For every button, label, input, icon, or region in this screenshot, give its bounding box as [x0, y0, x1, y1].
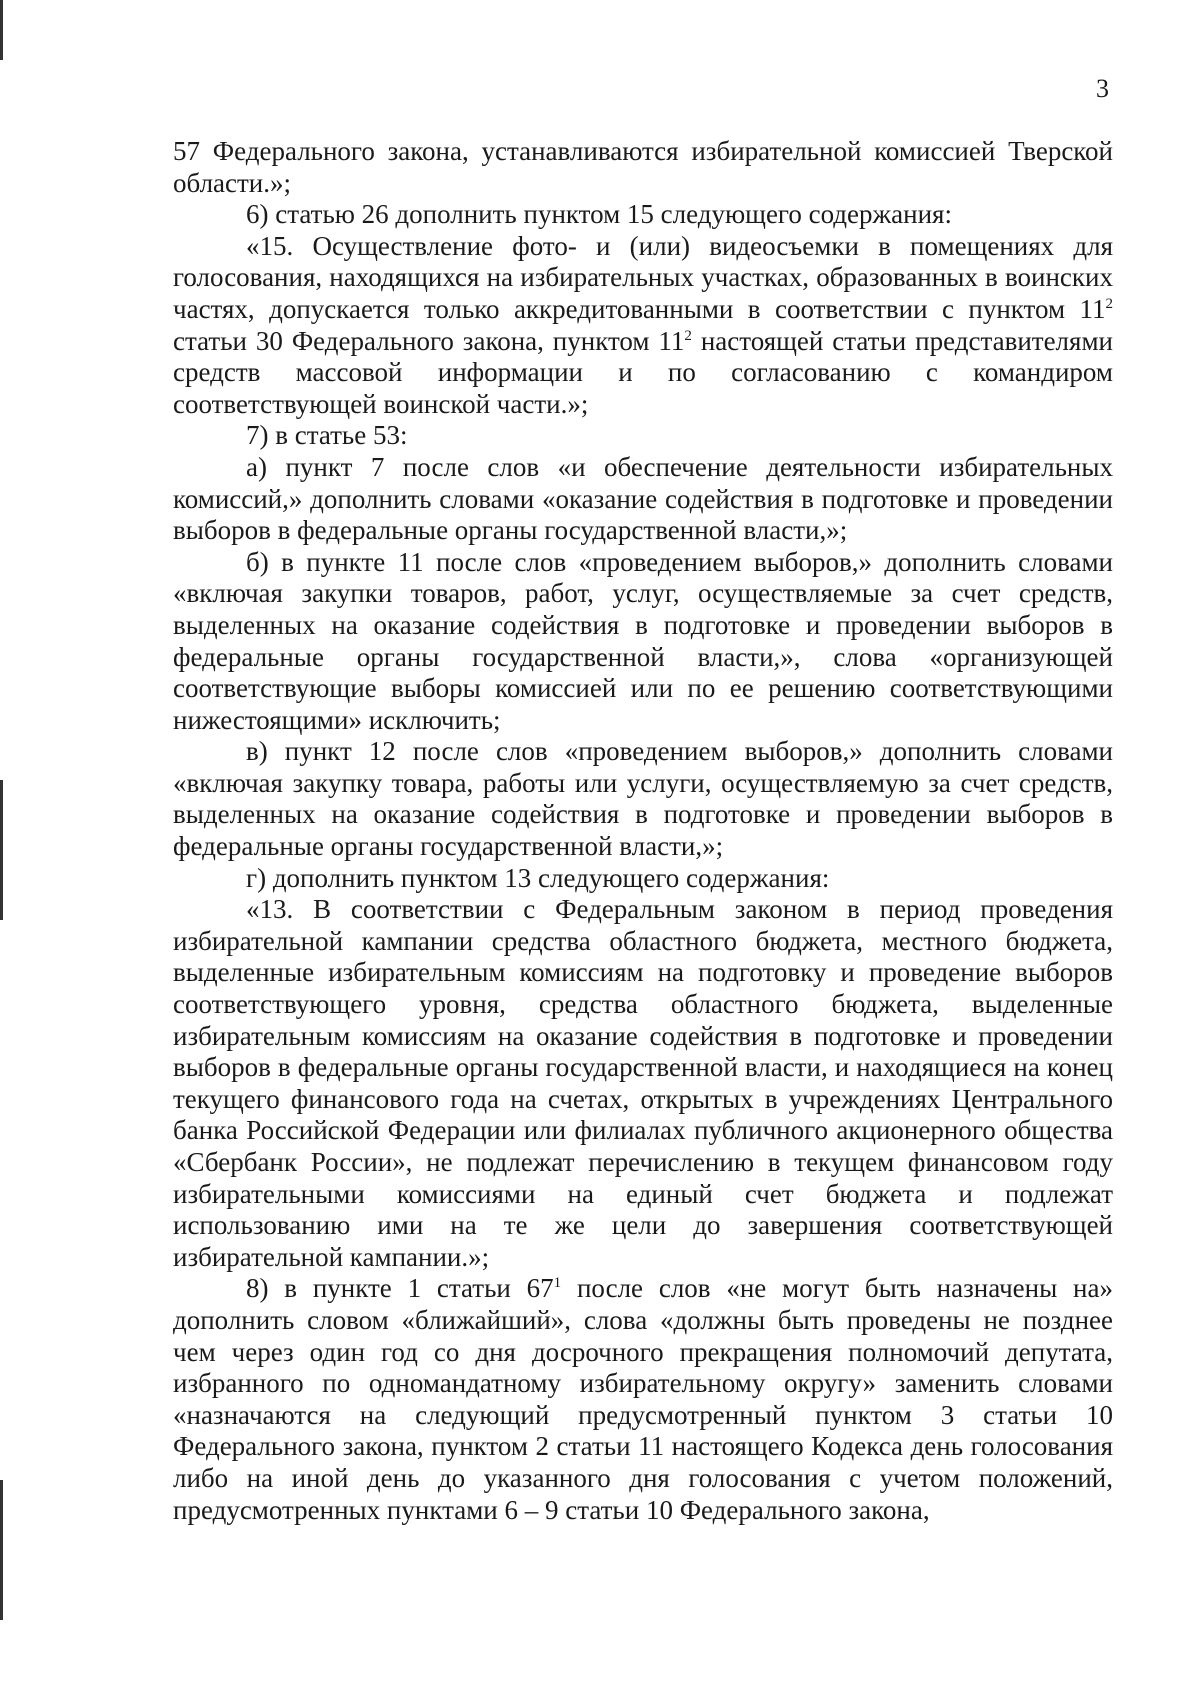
- scan-edge-mark-middle: [0, 780, 3, 920]
- paragraph-item-6: 6) статью 26 дополнить пунктом 15 следующего содержания:: [246, 199, 952, 230]
- page-number: 3: [1096, 74, 1109, 103]
- paragraph-item-7g-text: «13. В соответствии с Федеральным законом в период проведения избирательной кампании средства областного бюджета, местного бюджета, выделенные избирательным комиссиям на подготовку и проведение выборов соответствующего уровня, средства областного бюджета, выделенные избирательным комиссиям на оказание содействия в подготовке и проведении выборов в федеральные органы государственной власти, и находящиеся на конец текущего финансового года на счетах, открытых в учреждениях Центрального банка Российской Федерации или филиалах публичного акционерного общества «Сбербанк России», не подлежат перечислению в текущем финансовом году избирательными комиссиями на единый счет бюджета и подлежат использованию ими на те же цели до завершения соответствующей избирательной кампании.»;: [173, 894, 1113, 1272]
- paragraph-item-7b: б) в пункте 11 после слов «проведением выборов,» дополнить словами «включая закупки товаров, работ, услуг, осуществляемые за счет средств, выделенных на оказание содействия в подготовке и проведении выборов в федеральные органы государственной власти,», слова «организующей соответствующие выборы комиссией или по ее решению соответствующими нижестоящими» исключить;: [173, 546, 1113, 735]
- paragraph-item-7v: в) пункт 12 после слов «проведением выборов,» дополнить словами «включая закупку товара, работы или услуги, осуществляемую за счет средств, выделенных на оказание содействия в подготовке и проведении выборов в федеральные органы государственной власти,»;: [173, 736, 1113, 862]
- paragraph-item-8: 8) в пункте 1 статьи $67^1$ после слов «не могут быть назначены на» дополнить словом «ближайший», слова «должны быть проведены не позднее чем через один год со дня досрочного прекращения полномочий депутата, избранного по одномандатному избирательному округу» заменить словами «назначаются на следующий предусмотренный пунктом 3 статьи 10 Федерального закона, пунктом 2 статьи 11 настоящего Кодекса день голосования либо на иной день до указанного дня голосования с учетом положений, предусмотренных пунктами 6 – 9 статьи 10 Федерального закона,: [173, 1273, 1113, 1525]
- paragraph-item-7g: г) дополнить пунктом 13 следующего содержания:: [246, 862, 830, 893]
- paragraph-item-6-text: «15. Осуществление фото- и (или) видеосъемки в помещениях для голосования, находящихся на избирательных участках, образованных в воинских частях, допускается только аккредитованными в соответствии с пунктом $11^2$ статьи 30 Федерального закона, пунктом $11^2$ настоящей статьи представителями средств массовой информации и по согласованию с командиром соответствующей воинской части.»;: [173, 230, 1113, 419]
- paragraph-item-7: 7) в статье 53:: [246, 420, 408, 451]
- scan-edge-mark-top: [0, 0, 3, 60]
- document-body: [173, 136, 1113, 1526]
- paragraph-continuation: 57 Федерального закона, устанавливаются избирательной комиссией Тверской области.»;: [173, 136, 1113, 198]
- paragraph-item-7a: а) пункт 7 после слов «и обеспечение деятельности избирательных комиссий,» дополнить словами «оказание содействия в подготовке и проведении выборов в федеральные органы государственной власти,»;: [173, 451, 1113, 546]
- scan-edge-mark-bottom: [0, 1480, 3, 1620]
